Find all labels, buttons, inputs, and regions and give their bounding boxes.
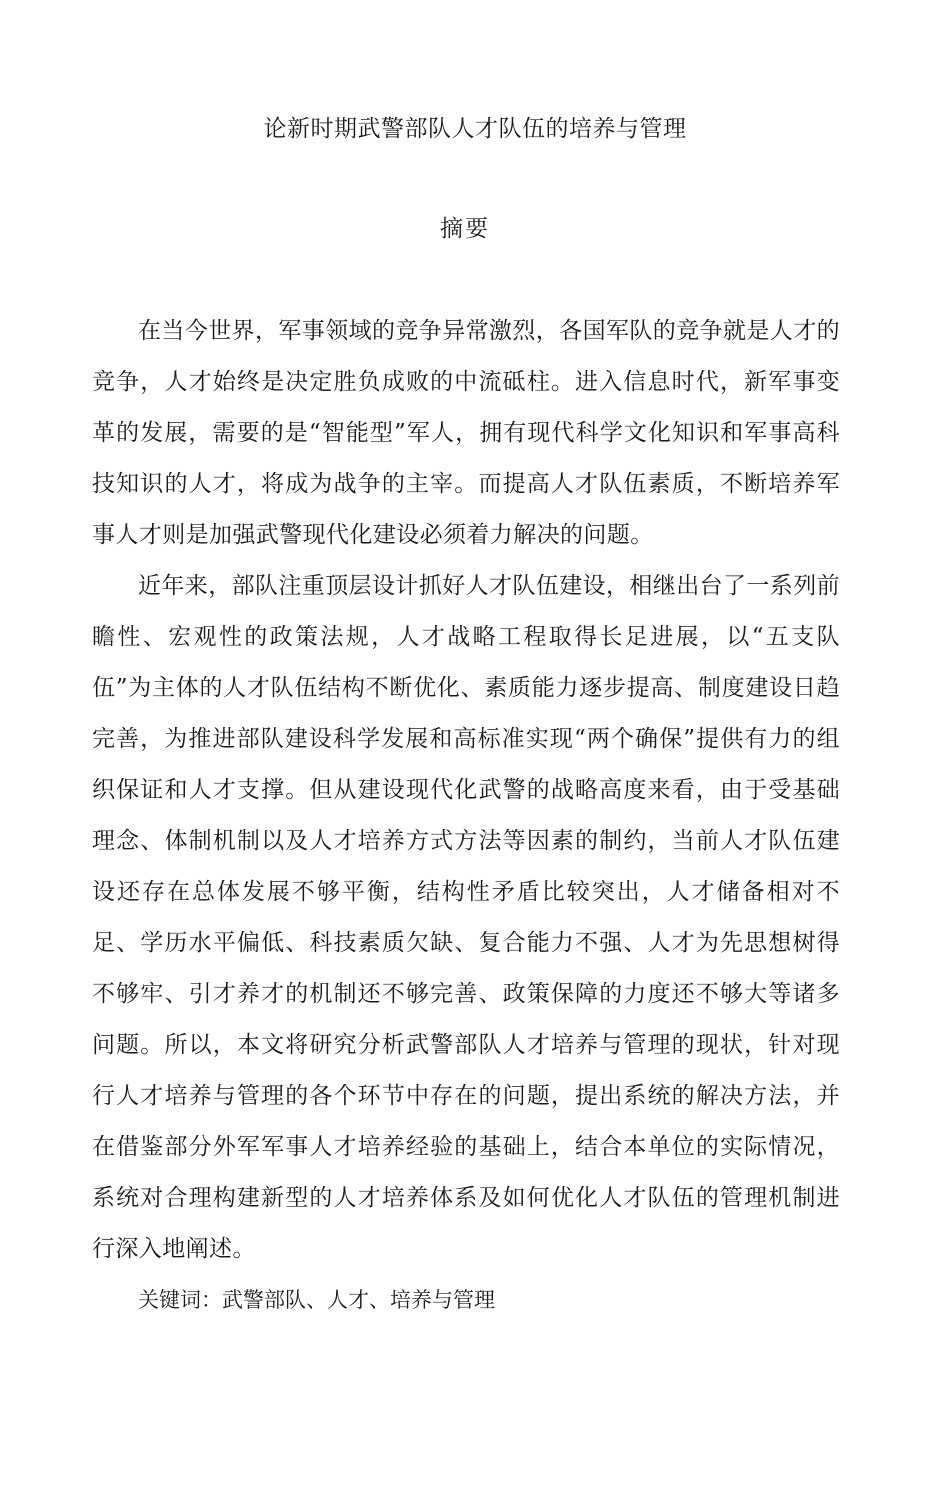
- abstract-body: [92, 306, 840, 1326]
- abstract-paragraph: 近年来，部队注重顶层设计抓好人才队伍建设，相继出台了一系列前瞻性、宏观性的政策法规，人才战略工程取得长足进展，以“五支队伍”为主体的人才队伍结构不断优化、素质能力逐步提高、制度建设日趋完善，为推进部队建设科学发展和高标准实现“两个确保”提供有力的组织保证和人才支撑。但从建设现代化武警的战略高度来看，由于受基础理念、体制机制以及人才培养方式方法等因素的制约，当前人才队伍建设还存在总体发展不够平衡，结构性矛盾比较突出，人才储备相对不足、学历水平偏低、科技素质欠缺、复合能力不强、人才为先思想树得不够牢、引才养才的机制还不够完善、政策保障的力度还不够大等诸多问题。所以，本文将研究分析武警部队人才培养与管理的现状，针对现行人才培养与管理的各个环节中存在的问题，提出系统的解决方法，并在借鉴部分外军军事人才培养经验的基础上，结合本单位的实际情况，系统对合理构建新型的人才培养体系及如何优化人才队伍的管理机制进行深入地阐述。: [92, 573, 840, 1262]
- abstract-heading: 摘要: [440, 216, 490, 242]
- document-title: 论新时期武警部队人才队伍的培养与管理: [263, 116, 687, 142]
- abstract-paragraph: 在当今世界，军事领域的竞争异常激烈，各国军队的竞争就是人才的竞争，人才始终是决定胜负成败的中流砥柱。进入信息时代，新军事变革的发展，需要的是“智能型”军人，拥有现代科学文化知识和军事高科技知识的人才，将成为战争的主宰。而提高人才队伍素质，不断培养军事人才则是加强武警现代化建设必须着力解决的问题。: [92, 318, 840, 548]
- keywords-line: 关键词：武警部队、人才、培养与管理: [138, 1288, 495, 1312]
